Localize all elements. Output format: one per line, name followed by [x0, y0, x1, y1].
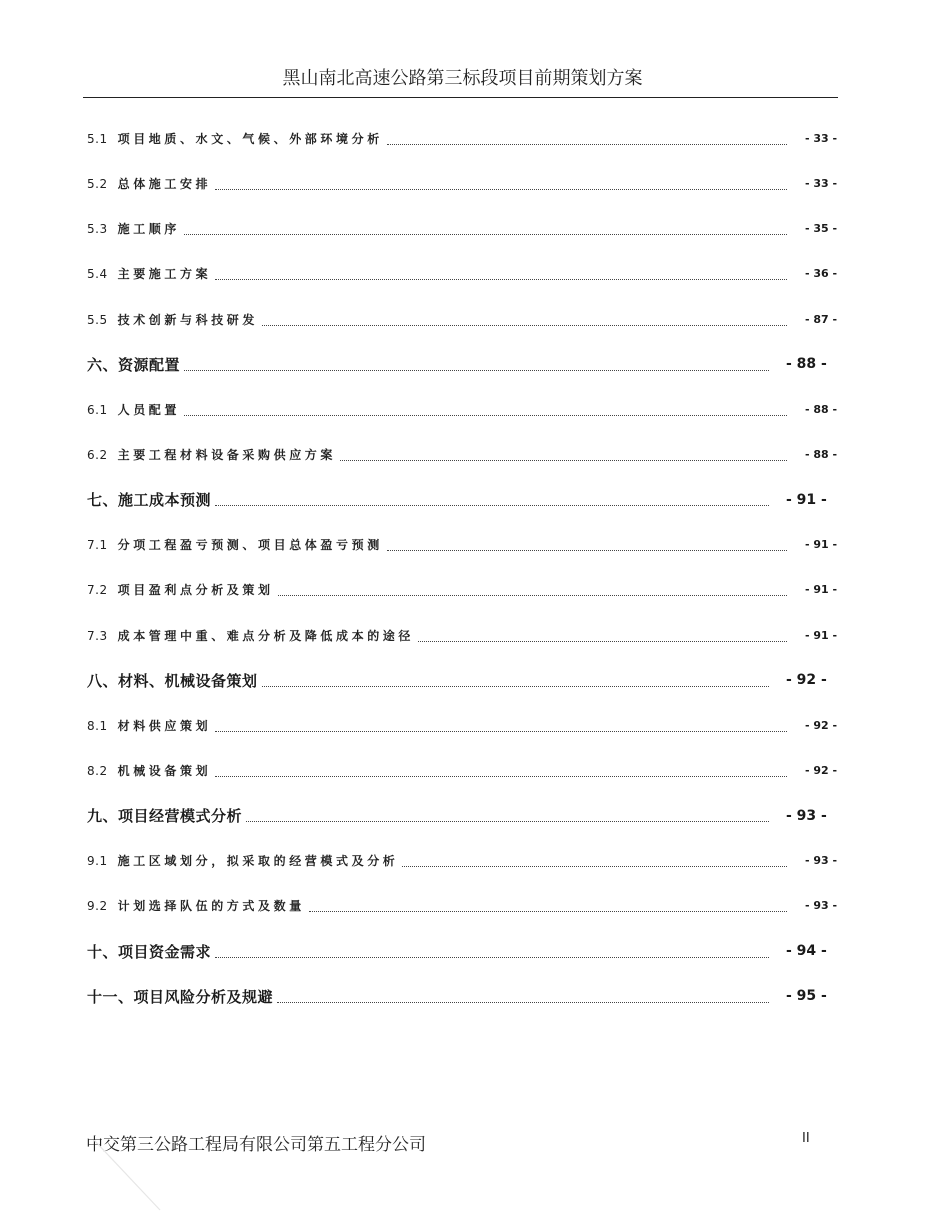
toc-entry-page: - 94 - — [786, 943, 827, 960]
toc-entry-page: - 87 - — [805, 312, 838, 326]
toc-dot-leader — [215, 279, 787, 280]
toc-entry-text: 十一、项目风险分析及规避 — [87, 987, 274, 1006]
toc-entry-label — [87, 489, 213, 510]
toc-chapter-entry[interactable] — [87, 342, 837, 387]
toc-dot-leader — [277, 1002, 769, 1003]
toc-dot-leader — [387, 550, 787, 551]
toc-entry-page: - 93 - — [805, 854, 838, 868]
toc-entry-text: 十、项目资金需求 — [87, 942, 212, 961]
toc-entry-page: - 35 - — [805, 222, 838, 236]
toc-chapter-entry[interactable] — [87, 974, 837, 1019]
header-rule — [83, 97, 838, 98]
toc-entry-number: 7.2 — [87, 583, 108, 598]
toc-entry-page: - 93 - — [786, 807, 827, 824]
toc-entry-label — [87, 581, 276, 598]
toc-entry-text: 成本管理中重、难点分析及降低成本的途径 — [117, 628, 414, 643]
toc-section-entry[interactable] — [87, 161, 837, 206]
toc-entry-label — [87, 762, 213, 779]
toc-entry-number: 8.1 — [87, 718, 108, 733]
toc-chapter-entry[interactable] — [87, 658, 837, 703]
toc-entry-number: 7.1 — [87, 538, 108, 553]
toc-entry-label — [87, 717, 213, 734]
toc-entry-page: - 91 - — [805, 628, 838, 642]
toc-entry-number: 5.3 — [87, 222, 108, 237]
toc-entry-page: - 95 - — [786, 988, 827, 1005]
toc-entry-number: 8.2 — [87, 764, 108, 779]
toc-entry-page: - 91 - — [805, 538, 838, 552]
toc-chapter-entry[interactable] — [87, 929, 837, 974]
toc-entry-text: 主要施工方案 — [117, 267, 212, 282]
toc-entry-label — [87, 446, 338, 463]
toc-entry-page: - 92 - — [805, 764, 838, 778]
toc-dot-leader — [278, 595, 787, 596]
toc-entry-label — [87, 401, 182, 418]
toc-entry-text: 技术创新与科技研发 — [117, 312, 258, 327]
toc-section-entry[interactable] — [87, 703, 837, 748]
toc-entry-text: 九、项目经营模式分析 — [87, 807, 243, 826]
toc-entry-label — [87, 536, 385, 553]
toc-section-entry[interactable] — [87, 251, 837, 296]
toc-entry-text: 人员配置 — [117, 402, 180, 417]
toc-entry-number: 5.4 — [87, 267, 108, 282]
toc-section-entry[interactable] — [87, 432, 837, 477]
toc-entry-number: 5.2 — [87, 177, 108, 192]
toc-entry-text: 项目盈利点分析及策划 — [117, 583, 274, 598]
toc-entry-text: 七、施工成本预测 — [87, 491, 212, 510]
toc-dot-leader — [340, 460, 787, 461]
toc-entry-text: 项目地质、水文、气候、外部环境分析 — [117, 132, 383, 147]
toc-entry-page: - 33 - — [805, 177, 838, 191]
toc-entry-page: - 92 - — [805, 718, 838, 732]
toc-section-entry[interactable] — [87, 883, 837, 928]
toc-entry-page: - 92 - — [786, 672, 827, 689]
toc-entry-label — [87, 670, 260, 691]
toc-entry-label — [87, 311, 260, 328]
toc-section-entry[interactable] — [87, 522, 837, 567]
toc-dot-leader — [184, 415, 787, 416]
toc-entry-page: - 91 - — [805, 583, 838, 597]
toc-entry-label — [87, 175, 213, 192]
toc-dot-leader — [246, 821, 769, 822]
toc-entry-number: 7.3 — [87, 628, 108, 643]
toc-chapter-entry[interactable] — [87, 793, 837, 838]
table-of-contents — [87, 116, 837, 1019]
toc-dot-leader — [309, 911, 787, 912]
toc-entry-page: - 33 - — [805, 132, 838, 146]
toc-entry-label — [87, 627, 416, 644]
toc-section-entry[interactable] — [87, 387, 837, 432]
toc-entry-text: 八、材料、机械设备策划 — [87, 671, 258, 690]
toc-dot-leader — [418, 641, 787, 642]
toc-section-entry[interactable] — [87, 567, 837, 612]
toc-entry-number: 9.1 — [87, 854, 108, 869]
toc-section-entry[interactable] — [87, 206, 837, 251]
toc-dot-leader — [262, 325, 787, 326]
toc-entry-label — [87, 986, 275, 1007]
toc-entry-page: - 88 - — [805, 402, 838, 416]
toc-dot-leader — [215, 505, 769, 506]
toc-entry-number: 6.2 — [87, 448, 108, 463]
toc-entry-label — [87, 805, 244, 826]
toc-entry-text: 计划选择队伍的方式及数量 — [117, 899, 305, 914]
toc-entry-label — [87, 130, 385, 147]
page-header-title: 黑山南北高速公路第三标段项目前期策划方案 — [282, 68, 643, 89]
toc-section-entry[interactable] — [87, 297, 837, 342]
toc-section-entry[interactable] — [87, 613, 837, 658]
toc-entry-page: - 91 - — [786, 491, 827, 508]
toc-entry-number: 6.1 — [87, 402, 108, 417]
toc-entry-label — [87, 852, 400, 869]
toc-entry-label — [87, 941, 213, 962]
corner-fold-mark — [80, 1140, 180, 1230]
toc-dot-leader — [184, 370, 769, 371]
toc-dot-leader — [215, 957, 769, 958]
toc-entry-text: 主要工程材料设备采购供应方案 — [117, 448, 336, 463]
toc-entry-label — [87, 354, 182, 375]
toc-entry-page: - 93 - — [805, 899, 838, 913]
toc-entry-text: 分项工程盈亏预测、项目总体盈亏预测 — [117, 538, 383, 553]
toc-entry-number: 9.2 — [87, 899, 108, 914]
toc-dot-leader — [387, 144, 787, 145]
toc-dot-leader — [184, 234, 787, 235]
toc-entry-text: 六、资源配置 — [87, 355, 181, 374]
footer-company: 中交第三公路工程局有限公司第五工程分公司 — [86, 1135, 426, 1155]
toc-dot-leader — [215, 776, 787, 777]
toc-entry-label — [87, 220, 182, 237]
toc-entry-number: 5.1 — [87, 132, 108, 147]
toc-entry-page: - 88 - — [786, 356, 827, 373]
toc-entry-text: 施工区域划分，拟采取的经营模式及分析 — [117, 854, 399, 869]
toc-chapter-entry[interactable] — [87, 477, 837, 522]
toc-section-entry[interactable] — [87, 116, 837, 161]
footer-page-number: II — [802, 1131, 810, 1146]
toc-section-entry[interactable] — [87, 838, 837, 883]
toc-dot-leader — [262, 686, 769, 687]
toc-dot-leader — [215, 731, 787, 732]
toc-entry-label — [87, 265, 213, 282]
toc-section-entry[interactable] — [87, 748, 837, 793]
toc-entry-text: 总体施工安排 — [117, 177, 212, 192]
toc-entry-page: - 88 - — [805, 448, 838, 462]
toc-entry-text: 材料供应策划 — [117, 718, 212, 733]
toc-entry-text: 机械设备策划 — [117, 764, 212, 779]
toc-entry-text: 施工顺序 — [117, 222, 180, 237]
toc-entry-label — [87, 897, 307, 914]
toc-entry-page: - 36 - — [805, 267, 838, 281]
toc-entry-number: 5.5 — [87, 312, 108, 327]
toc-dot-leader — [215, 189, 787, 190]
toc-dot-leader — [402, 866, 787, 867]
